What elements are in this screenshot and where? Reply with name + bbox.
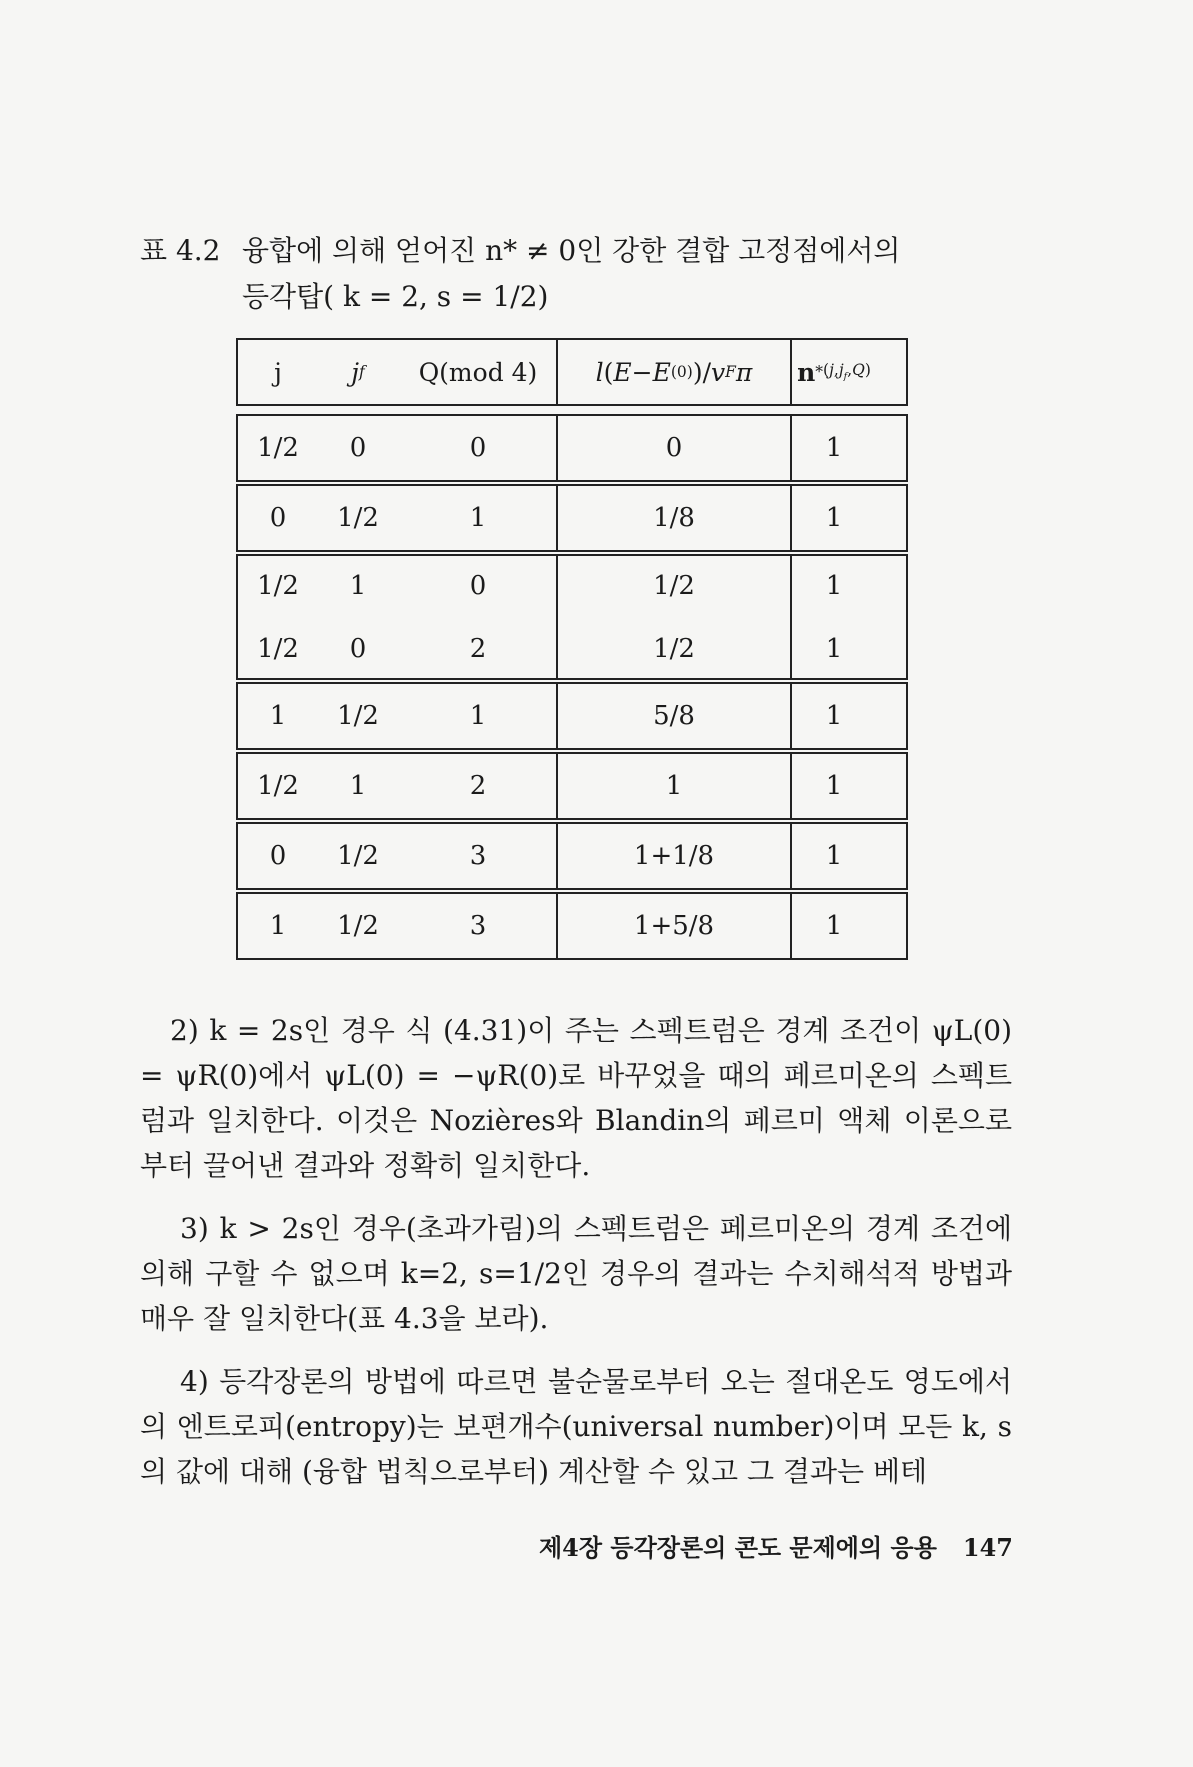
caption-title: 융합에 의해 얻어진 n* ≠ 0인 강한 결합 고정점에서의 xyxy=(242,234,901,267)
table-cell: 1/2 xyxy=(653,570,695,601)
table-cell: 1 xyxy=(825,841,843,871)
table-cell: 1 xyxy=(269,701,287,731)
table-cell: 1/8 xyxy=(653,503,695,533)
caption-label: 표 4.2 xyxy=(140,234,221,267)
caption-line-1 xyxy=(140,228,940,274)
table-cell: 0 xyxy=(665,433,683,463)
table-row-group xyxy=(236,892,908,960)
table-cell: 1/2 xyxy=(257,433,299,463)
caption-line-2: 등각탑( k = 2, s = 1/2) xyxy=(242,280,549,313)
table-cell: 1 xyxy=(349,570,367,601)
table-row-group xyxy=(236,822,908,890)
table-cell: 1/2 xyxy=(257,570,299,601)
table-cell: 1/2 xyxy=(257,633,299,664)
table-cell: 1 xyxy=(825,771,843,801)
table-cell: 1/2 xyxy=(337,701,379,731)
table-cell: 1 xyxy=(469,503,487,533)
table-cell: 3 xyxy=(469,841,487,871)
table-cell: 1 xyxy=(665,771,683,801)
table-cell: 2 xyxy=(469,771,487,801)
table-cell: 1 xyxy=(269,911,287,941)
table-cell: 0 xyxy=(349,633,367,664)
page-number: 147 xyxy=(962,1533,1013,1562)
table-row-group xyxy=(236,484,908,552)
table-cell: 1 xyxy=(469,701,487,731)
table-cell: 2 xyxy=(469,633,487,664)
table-cell: 1 xyxy=(825,633,843,664)
table-cell: 1/2 xyxy=(653,633,695,664)
table-cell: 0 xyxy=(469,570,487,601)
table-cell: 1/2 xyxy=(337,841,379,871)
table-cell: 1/2 xyxy=(257,771,299,801)
table-row-group xyxy=(236,554,908,680)
paragraph-2: 2) k = 2s인 경우 식 (4.31)이 주는 스펙트럼은 경계 조건이 ψL(0) = ψR(0)에서 ψL(0) = −ψR(0)로 바꾸었을 때의 페르미온의 스펙트럼과 일치한다. 이것은 Nozières와 Blandin의 페르미 액체 이론으로부터 끌어낸 결과와 정확히 일치한다. xyxy=(140,1014,1012,1182)
header-energy: l ( E − E (0) )/ v F π xyxy=(595,357,753,387)
table-caption xyxy=(140,228,940,320)
table-cell: 5/8 xyxy=(653,701,695,731)
table-cell: 0 xyxy=(349,433,367,463)
table-cell: 1+1/8 xyxy=(633,841,715,871)
table-cell: 1+5/8 xyxy=(633,911,715,941)
header-q-mod-4: Q(mod 4) xyxy=(418,357,538,387)
table-row-group xyxy=(236,752,908,820)
table-cell: 1 xyxy=(825,701,843,731)
running-footer xyxy=(480,1528,1013,1563)
body-text xyxy=(140,1008,1012,1512)
table-cell: 0 xyxy=(269,503,287,533)
header-n-star: n * $(j,j_f,Q)$ xyxy=(797,357,871,387)
table-cell: 1 xyxy=(825,433,843,463)
table-cell: 0 xyxy=(469,433,487,463)
footer-chapter-title: 제4장 등각장론의 콘도 문제에의 응용 xyxy=(539,1533,937,1562)
paragraph-3: 3) k > 2s인 경우(초과가림)의 스펙트럼은 페르미온의 경계 조건에 의해 구할 수 없으며 k=2, s=1/2인 경우의 결과는 수치해석적 방법과 매우 잘 일치한다(표 4.3을 보라). xyxy=(140,1212,1012,1335)
table-cell: 1 xyxy=(825,570,843,601)
header-jf: j f xyxy=(351,357,365,387)
table-cell: 1/2 xyxy=(337,911,379,941)
table-header xyxy=(236,338,908,406)
table-cell: 0 xyxy=(269,841,287,871)
table-cell: 1 xyxy=(825,503,843,533)
table-cell: 3 xyxy=(469,911,487,941)
paragraph-4: 4) 등각장론의 방법에 따르면 불순물로부터 오는 절대온도 영도에서의 엔트로피(entropy)는 보편개수(universal number)이며 모든 k, s의 값에 대해 (융합 법칙으로부터) 계산할 수 있고 그 결과는 베테 xyxy=(140,1365,1012,1488)
table-cell: 1/2 xyxy=(337,503,379,533)
header-j: j xyxy=(274,357,282,387)
table-cell: 1 xyxy=(825,911,843,941)
table-row-group xyxy=(236,414,908,482)
table-row-group xyxy=(236,682,908,750)
table-cell: 1 xyxy=(349,771,367,801)
